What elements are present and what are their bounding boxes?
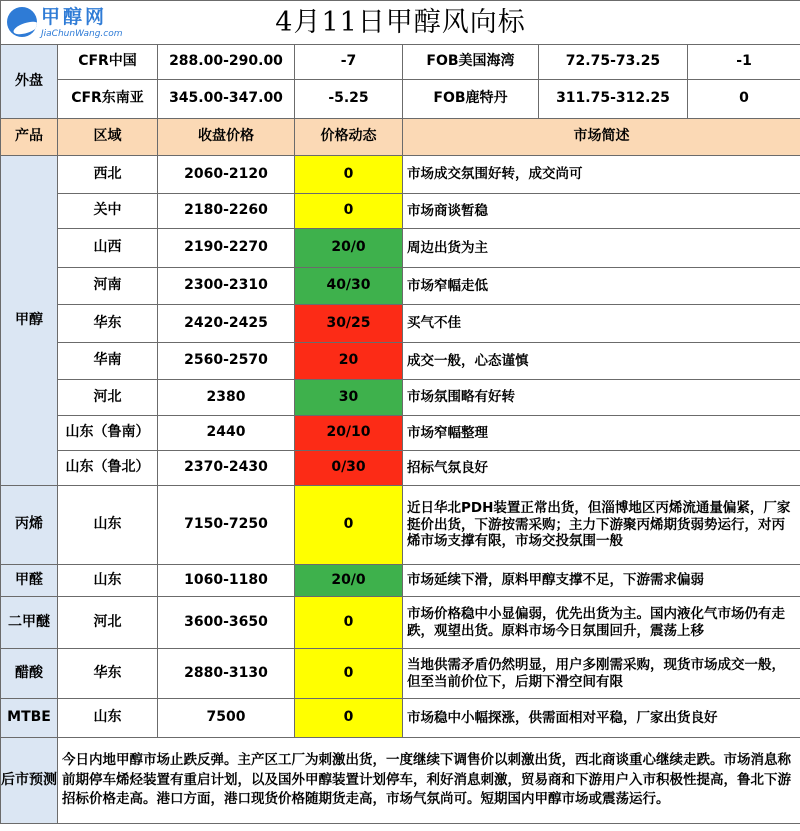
price-cell: 1060-1180 xyxy=(158,565,295,597)
summary-cell: 成交一般，心态谨慎 xyxy=(403,343,800,380)
dynamic-cell: 0 xyxy=(295,649,403,699)
outer-row xyxy=(1,80,800,119)
price-cell: 7500 xyxy=(158,699,295,738)
table-row xyxy=(1,565,800,597)
outer-name: CFR中国 xyxy=(58,45,158,80)
region-cell: 华南 xyxy=(58,343,158,380)
outer-price: 345.00-347.00 xyxy=(158,80,295,119)
forecast-text: 今日内地甲醇市场止跌反弹。主产区工厂为刺激出货，一度继续下调售价以刺激出货，西北商谈重心继续走跌。市场消息称前期停车烯烃装置有重启计划，以及国外甲醇装置计划停车，利好消息刺激，贸易商和下游用户入市积极性提高，鲁北下游招标价格走高。港口方面，港口现货价格随期货走高，市场气氛尚可。短期国内甲醇市场或震荡运行。 xyxy=(58,738,800,824)
outer-label: 外盘 xyxy=(1,45,58,119)
col-header-dynamic: 价格动态 xyxy=(295,119,403,156)
table-row xyxy=(1,343,800,380)
dynamic-cell: 20 xyxy=(295,343,403,380)
outer-price: 288.00-290.00 xyxy=(158,45,295,80)
page-title: 4月11日甲醇风向标 xyxy=(275,6,526,38)
summary-cell: 市场成交氛围好转，成交尚可 xyxy=(403,156,800,194)
region-cell: 山东 xyxy=(58,699,158,738)
outer-price: 72.75-73.25 xyxy=(539,45,688,80)
summary-cell: 市场商谈暂稳 xyxy=(403,194,800,229)
summary-cell: 市场延续下滑，原料甲醇支撑不足，下游需求偏弱 xyxy=(403,565,800,597)
price-cell: 2440 xyxy=(158,416,295,451)
price-cell: 2190-2270 xyxy=(158,229,295,268)
price-cell: 7150-7250 xyxy=(158,486,295,565)
dynamic-cell: 0 xyxy=(295,194,403,229)
summary-cell: 市场氛围略有好转 xyxy=(403,380,800,416)
table-row xyxy=(1,597,800,649)
price-cell: 2560-2570 xyxy=(158,343,295,380)
summary-cell: 当地供需矛盾仍然明显，用户多刚需采购，现货市场成交一般，但至当前价位下，后期下滑空间有限 xyxy=(403,649,800,699)
product-label: 甲醇 xyxy=(1,156,58,486)
dynamic-cell: 40/30 xyxy=(295,268,403,305)
dynamic-cell: 0 xyxy=(295,699,403,738)
column-header-row xyxy=(1,119,800,156)
summary-cell: 市场窄幅整理 xyxy=(403,416,800,451)
outer-change: -7 xyxy=(295,45,403,80)
table-row xyxy=(1,416,800,451)
outer-name: FOB美国海湾 xyxy=(403,45,539,80)
forecast-label: 后市预测 xyxy=(1,738,58,824)
region-cell: 山东 xyxy=(58,565,158,597)
region-cell: 华东 xyxy=(58,305,158,343)
dynamic-cell: 20/0 xyxy=(295,229,403,268)
site-logo xyxy=(7,6,123,43)
col-header-summary: 市场简述 xyxy=(403,119,800,156)
region-cell: 山东（鲁北） xyxy=(58,451,158,486)
summary-cell: 市场窄幅走低 xyxy=(403,268,800,305)
table-row xyxy=(1,194,800,229)
summary-cell: 招标气氛良好 xyxy=(403,451,800,486)
table-row xyxy=(1,305,800,343)
table-row xyxy=(1,486,800,565)
price-cell: 2370-2430 xyxy=(158,451,295,486)
table-row xyxy=(1,451,800,486)
col-header-product: 产品 xyxy=(1,119,58,156)
region-cell: 山东（鲁南） xyxy=(58,416,158,451)
summary-cell: 市场稳中小幅探涨，供需面相对平稳，厂家出货良好 xyxy=(403,699,800,738)
region-cell: 河北 xyxy=(58,597,158,649)
price-cell: 2380 xyxy=(158,380,295,416)
outer-change: -1 xyxy=(688,45,800,80)
table-row xyxy=(1,649,800,699)
dynamic-cell: 20/10 xyxy=(295,416,403,451)
product-label: MTBE xyxy=(1,699,58,738)
table-row xyxy=(1,229,800,268)
col-header-price: 收盘价格 xyxy=(158,119,295,156)
region-cell: 西北 xyxy=(58,156,158,194)
price-cell: 2180-2260 xyxy=(158,194,295,229)
outer-price: 311.75-312.25 xyxy=(539,80,688,119)
region-cell: 山东 xyxy=(58,486,158,565)
product-label: 甲醛 xyxy=(1,565,58,597)
logo-url-text: JiaChunWang.com xyxy=(41,29,123,39)
dynamic-cell: 30 xyxy=(295,380,403,416)
col-header-region: 区域 xyxy=(58,119,158,156)
summary-cell: 买气不佳 xyxy=(403,305,800,343)
region-cell: 关中 xyxy=(58,194,158,229)
table-row xyxy=(1,156,800,194)
table-row xyxy=(1,268,800,305)
price-cell: 2060-2120 xyxy=(158,156,295,194)
price-cell: 2300-2310 xyxy=(158,268,295,305)
logo-mark-icon xyxy=(7,7,37,37)
region-cell: 河南 xyxy=(58,268,158,305)
price-cell: 2880-3130 xyxy=(158,649,295,699)
region-cell: 河北 xyxy=(58,380,158,416)
product-label: 醋酸 xyxy=(1,649,58,699)
dynamic-cell: 20/0 xyxy=(295,565,403,597)
outer-change: 0 xyxy=(688,80,800,119)
price-cell: 2420-2425 xyxy=(158,305,295,343)
price-cell: 3600-3650 xyxy=(158,597,295,649)
title-row xyxy=(1,1,800,45)
table-row xyxy=(1,380,800,416)
logo-text: 甲醇网 xyxy=(41,6,108,28)
region-cell: 山西 xyxy=(58,229,158,268)
dynamic-cell: 30/25 xyxy=(295,305,403,343)
outer-change: -5.25 xyxy=(295,80,403,119)
table-row xyxy=(1,699,800,738)
summary-cell: 近日华北PDH装置正常出货，但淄博地区丙烯流通量偏紧，厂家挺价出货，下游按需采购；主力下游聚丙烯期货弱势运行，对丙烯市场支撑有限，市场交投氛围一般 xyxy=(403,486,800,565)
outer-row xyxy=(1,45,800,80)
dynamic-cell: 0/30 xyxy=(295,451,403,486)
product-label: 二甲醚 xyxy=(1,597,58,649)
summary-cell: 市场价格稳中小显偏弱，优先出货为主。国内液化气市场仍有走跌，观望出货。原料市场今日氛围回升，震荡上移 xyxy=(403,597,800,649)
forecast-row xyxy=(1,738,800,824)
dynamic-cell: 0 xyxy=(295,597,403,649)
outer-name: FOB鹿特丹 xyxy=(403,80,539,119)
summary-cell: 周边出货为主 xyxy=(403,229,800,268)
dynamic-cell: 0 xyxy=(295,156,403,194)
product-label: 丙烯 xyxy=(1,486,58,565)
region-cell: 华东 xyxy=(58,649,158,699)
dynamic-cell: 0 xyxy=(295,486,403,565)
outer-name: CFR东南亚 xyxy=(58,80,158,119)
